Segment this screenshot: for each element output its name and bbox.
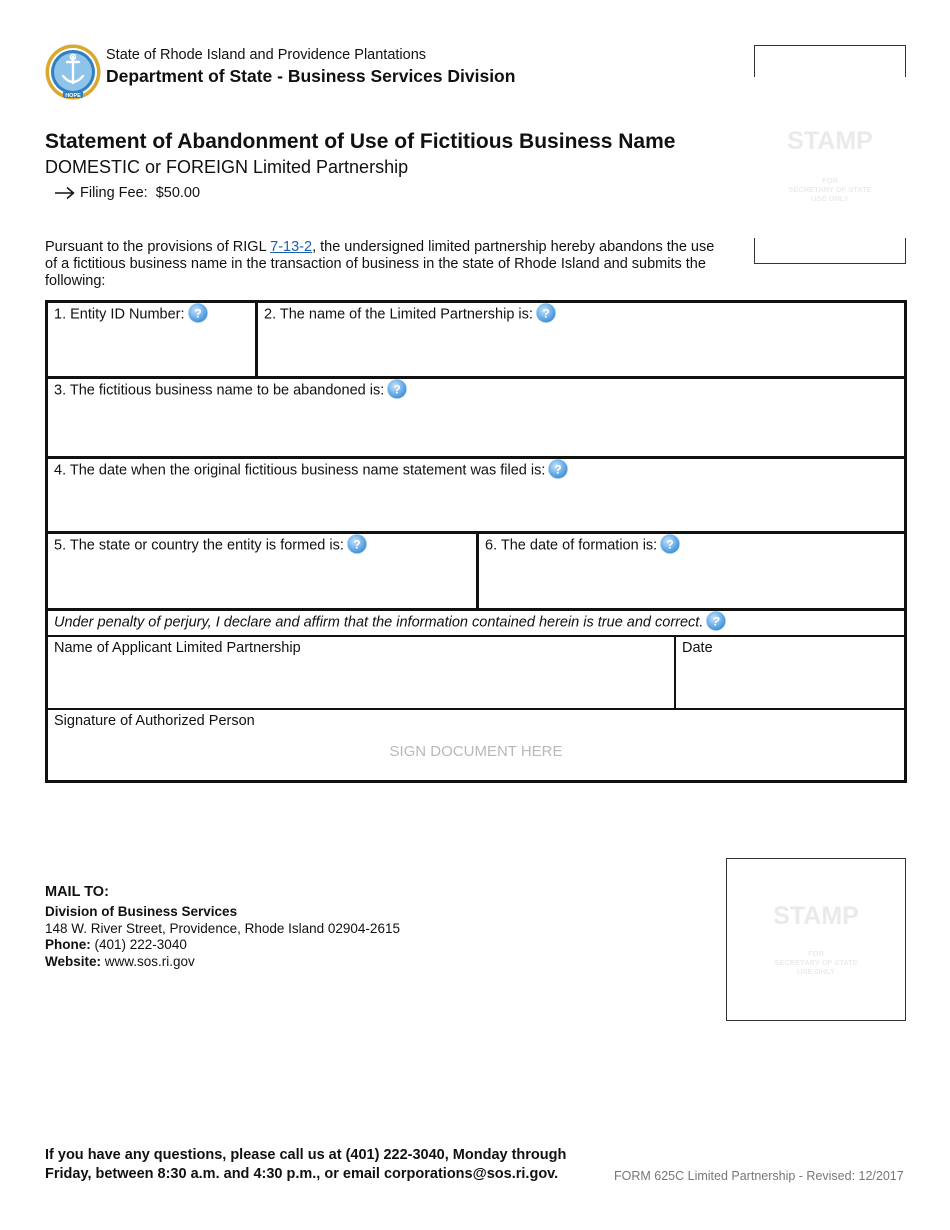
rigl-link[interactable]: 7-13-2 [270,239,313,255]
intro-text-start: Pursuant to the provisions of RIGL [45,239,271,255]
mail-address-block [45,904,400,970]
stamp-sub-top-2: SECRETARY OF STATE [788,185,872,194]
entity-id-field[interactable] [48,303,255,376]
questions-line-2: Friday, between 8:30 a.m. and 4:30 p.m., or email corporations@sos.ri.gov. [45,1166,559,1182]
help-icon[interactable] [188,303,208,323]
stamp-frame-top [754,45,906,77]
perjury-statement [48,611,904,635]
filing-fee-amount: $50.00 [155,185,201,201]
stamp-label-bottom: STAMP [773,902,859,930]
intro-text-end: , the undersigned limited partnership hereby abandons the use of a fictitious business name in the transaction of business in the state of Rhode Island and submits the following: [45,239,715,289]
help-icon[interactable] [660,534,680,554]
website-url[interactable]: www.sos.ri.gov [104,953,195,969]
form-identifier: FORM 625C Limited Partnership - Revised: 12/2017 [614,1169,904,1183]
filing-fee-label: Filing Fee: [80,185,148,201]
entity-id-label: 1. Entity ID Number: [54,306,185,323]
intro-paragraph [45,239,725,290]
stamp-sub-bottom-3: USE ONLY [797,967,835,976]
stamp-sub-top-3: USE ONLY [811,194,849,203]
help-icon[interactable] [548,459,568,479]
phone-line [45,937,400,954]
seal-text: HOPE [65,93,81,99]
street-address: 148 W. River Street, Providence, Rhode Island 02904-2615 [45,920,400,936]
state-seal-logo [45,44,101,100]
stamp-box-bottom [726,858,906,1021]
mail-to-heading: MAIL TO: [45,884,109,900]
form-title: Statement of Abandonment of Use of Fictitious Business Name [45,130,676,153]
form-subtitle: DOMESTIC or FOREIGN Limited Partnership [45,157,409,177]
website-line [45,954,400,971]
partnership-name-label: 2. The name of the Limited Partnership is: [264,306,533,323]
division-name: Division of Business Services [45,904,238,919]
applicant-name-label: Name of Applicant Limited Partnership [54,640,301,656]
questions-note [45,1146,625,1184]
help-icon[interactable] [347,534,367,554]
stamp-frame-top-lower [754,238,906,264]
formation-date-field[interactable] [479,534,904,608]
formation-date-label: 6. The date of formation is: [485,537,658,554]
fictitious-name-label: 3. The fictitious business name to be abandoned is: [54,382,385,399]
stamp-sub-top-1: FOR [822,176,838,185]
stamp-sub-bottom-2: SECRETARY OF STATE [774,958,858,967]
phone-label: Phone: [45,937,91,952]
form-table [45,300,907,783]
stamp-sub-bottom-1: FOR [808,949,824,958]
sign-document-placeholder[interactable]: SIGN DOCUMENT HERE [389,743,563,760]
phone-number: (401) 222-3040 [94,937,187,952]
signature-label: Signature of Authorized Person [54,713,255,729]
date-label: Date [682,640,713,656]
state-name: State of Rhode Island and Providence Plantations [106,47,427,63]
original-filing-date-field[interactable] [48,459,904,531]
arrow-right-icon [54,186,76,200]
questions-line-1: If you have any questions, please call us at (401) 222-3040, Monday through [45,1147,567,1163]
website-label: Website: [45,953,102,969]
perjury-text: Under penalty of perjury, I declare and affirm that the information contained herein is true and correct. [54,614,704,631]
applicant-name-field[interactable] [48,637,674,708]
state-country-field[interactable] [48,534,476,608]
partnership-name-field[interactable] [258,303,904,376]
department-name: Department of State - Business Services Division [106,66,516,86]
date-field[interactable] [676,637,904,708]
fictitious-name-field[interactable] [48,379,904,456]
filing-fee [54,185,200,201]
state-country-label: 5. The state or country the entity is formed is: [54,537,344,554]
stamp-label-top: STAMP [787,127,873,155]
help-icon[interactable] [387,379,407,399]
help-icon[interactable] [706,611,726,631]
help-icon[interactable] [536,303,556,323]
original-filing-date-label: 4. The date when the original fictitious business name statement was filed is: [54,462,546,479]
